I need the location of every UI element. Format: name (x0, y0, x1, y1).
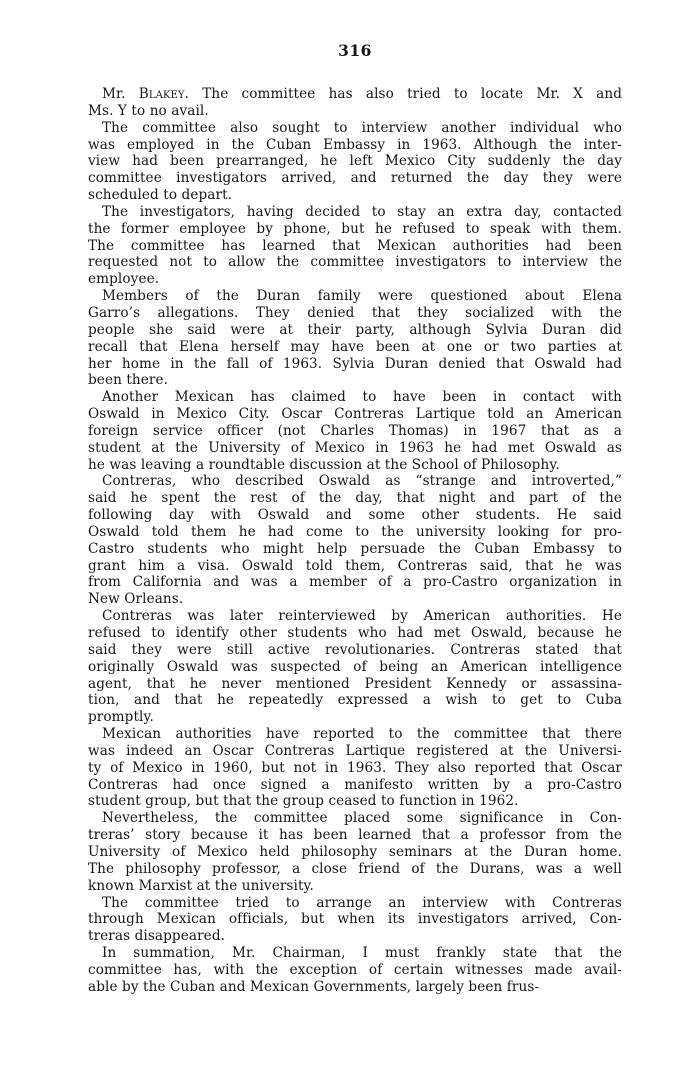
text-line: promptly. (88, 709, 154, 726)
text-line: was indeed an Oscar Contreras Lartique registered at the Universi- (88, 742, 622, 759)
text-line: said he spent the rest of the day, that night and part of the (88, 490, 622, 507)
text-line: ty of Mexico in 1960, but not in 1963. They also reported that Oscar (88, 759, 622, 776)
text-line: Another Mexican has claimed to have been in contact with (102, 389, 622, 406)
text-line: Contreras was later reinterviewed by American authorities. He (102, 608, 622, 625)
text-line: view had been prearranged, he left Mexico City suddenly the day (88, 153, 622, 170)
text-line: Contreras, who described Oswald as “strange and introverted,” (102, 473, 622, 490)
text-line: Ms. Y to no avail. (88, 102, 209, 119)
text-line: refused to identify other students who had met Oswald, because he (88, 625, 622, 641)
text-line: was employed in the Cuban Embassy in 1963. Although the inter- (88, 136, 622, 153)
text-line: from California and was a member of a pro-Castro organization in (88, 574, 622, 591)
text-line: student group, but that the group ceased to function in 1962. (88, 793, 519, 810)
text-line: employee. (88, 271, 160, 288)
paragraph (88, 945, 622, 996)
text-line: grant him a visa. Oswald told them, Contreras said, that he was (88, 557, 622, 574)
text-line: treras disappeared. (88, 928, 226, 945)
paragraph (88, 895, 622, 946)
text-line: requested not to allow the committee investigators to interview the (88, 254, 622, 271)
text-line: people she said were at their party, although Sylvia Duran did (88, 321, 622, 338)
text-line: the former employee by phone, but he refused to speak with them. (88, 220, 622, 237)
page-number: 316 (338, 41, 372, 60)
paragraph (88, 204, 622, 288)
text-line: committee has, with the exception of certain witnesses made avail- (88, 961, 622, 978)
paragraph (88, 810, 622, 894)
text-line: University of Mexico held philosophy seminars at the Duran home. (88, 843, 622, 860)
paragraph (88, 86, 622, 120)
text-line: originally Oswald was suspected of being an American intelligence (88, 658, 622, 675)
paragraph (88, 120, 622, 204)
page-body (88, 86, 622, 996)
text-line: said they were still active revolutionaries. Contreras stated that (88, 641, 622, 658)
text-line: known Marxist at the university. (88, 877, 314, 894)
text-line: tion, and that he repeatedly expressed a wish to get to Cuba (88, 692, 622, 709)
text-line: The investigators, having decided to stay an extra day, contacted (102, 203, 622, 220)
text-line: Garro’s allegations. They denied that they socialized with the (88, 304, 622, 321)
text-line: Contreras had once signed a manifesto written by a pro-Castro (88, 776, 622, 793)
text-line: In summation, Mr. Chairman, I must frankly state that the (102, 945, 622, 962)
text-line: through Mexican officials, but when its investigators arrived, Con- (88, 911, 622, 928)
text-line: The committee also sought to interview another individual who (102, 119, 622, 136)
paragraph (88, 608, 622, 726)
text-line: treras’ story because it has been learned that a professor from the (88, 827, 622, 844)
text-line: recall that Elena herself may have been at one or two parties at (88, 338, 622, 355)
text-line: The committee tried to arrange an interview with Contreras (102, 894, 622, 911)
paragraph (88, 473, 622, 608)
text-line: committee investigators arrived, and returned the day they were (88, 170, 622, 187)
text-line: agent, that he never mentioned President Kennedy or assassina- (88, 675, 622, 692)
text-line: Castro students who might help persuade the Cuban Embassy to (88, 540, 622, 557)
text-line: student at the University of Mexico in 1963 he had met Oswald as (88, 439, 622, 456)
text-line: Mexican authorities have reported to the committee that there (102, 726, 622, 743)
paragraph (88, 288, 622, 389)
paragraph (88, 726, 622, 810)
text-line: Oswald in Mexico City. Oscar Contreras Lartique told an American (88, 406, 622, 423)
text-line: able by the Cuban and Mexican Governments, largely been frus- (88, 978, 540, 995)
text-line: Oswald told them he had come to the university looking for pro- (88, 523, 622, 540)
text-line: her home in the fall of 1963. Sylvia Duran denied that Oswald had (88, 355, 622, 372)
text-line: New Orleans. (88, 591, 184, 608)
small-caps-name: Blakey (138, 86, 185, 102)
text-line: been there. (88, 372, 169, 389)
text-line: The committee has learned that Mexican authorities had been (88, 237, 622, 254)
text-line: foreign service officer (not Charles Thomas) in 1967 that as a (88, 422, 622, 439)
text-line: Members of the Duran family were questioned about Elena (102, 288, 622, 305)
paragraph (88, 389, 622, 473)
text-line: Mr. Blakey. The committee has also tried to locate Mr. X and (102, 86, 623, 102)
text-line: scheduled to depart. (88, 187, 233, 204)
text-line: following day with Oswald and some other students. He said (88, 507, 622, 524)
text-line: he was leaving a roundtable discussion at the School of Philosophy. (88, 456, 560, 473)
text-line: Nevertheless, the committee placed some significance in Con- (102, 810, 622, 827)
text-line: The philosophy professor, a close friend of the Durans, was a well (88, 860, 622, 877)
